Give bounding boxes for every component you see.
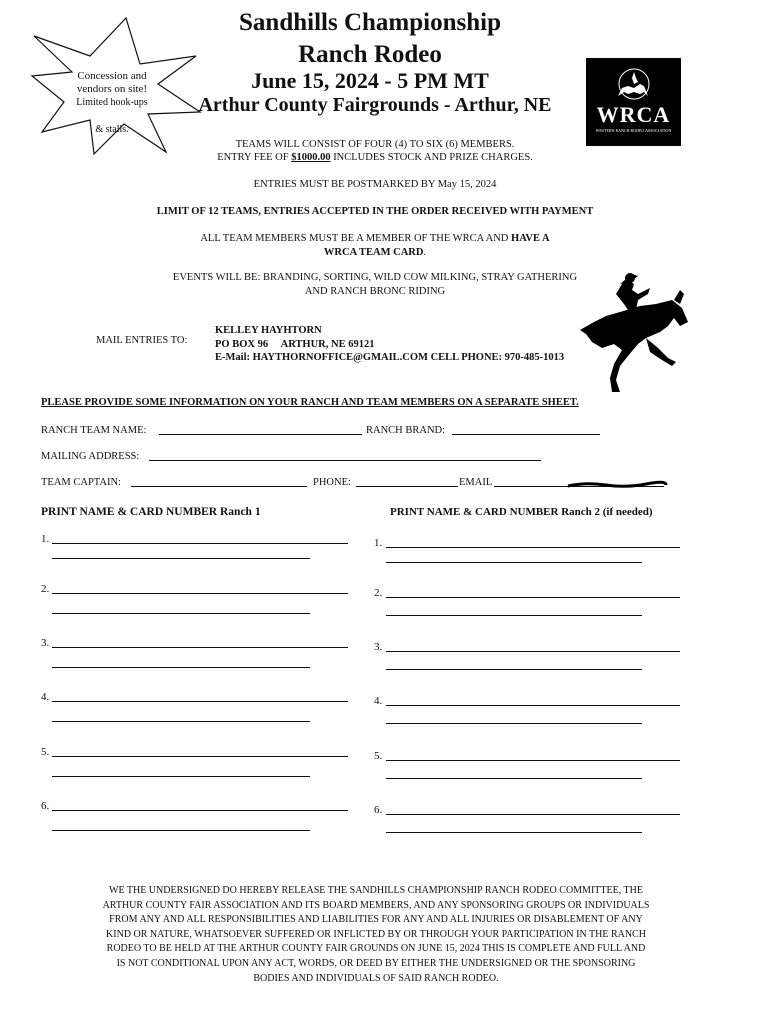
membership-text: ALL TEAM MEMBERS MUST BE A MEMBER OF THE WRCA AND bbox=[200, 233, 512, 244]
waiver-line: ARTHUR COUNTY FAIR ASSOCIATION AND ITS BOARD MEMBERS, AND ANY SPONSORING GROUPS OR INDIVIDUALS bbox=[102, 899, 650, 911]
ranch2-member-4-name[interactable] bbox=[386, 705, 680, 706]
waiver-line: KIND OR NATURE, WHATSOEVER SUFFERED OR INFLICTED BY OR THROUGH YOUR PARTICIPATION IN THE RANCH bbox=[106, 928, 646, 940]
events-list bbox=[130, 271, 620, 299]
teams-info: TEAMS WILL CONSIST OF FOUR (4) TO SIX (6) MEMBERS. bbox=[235, 139, 515, 150]
ranch1-row-number: 3. bbox=[41, 637, 50, 649]
ranch-brand-field[interactable] bbox=[452, 434, 600, 435]
ranch1-row-number: 1. bbox=[41, 533, 50, 545]
bronc-rider-icon bbox=[576, 270, 690, 394]
horse-rider-icon bbox=[604, 66, 664, 104]
ranch1-member-1-name[interactable] bbox=[52, 543, 348, 544]
waiver-line: RODEO TO BE HELD AT THE ARTHUR COUNTY FAIR GROUNDS ON JUNE 15, 2024 THIS IS COMPLETE AND FULL AND bbox=[106, 943, 646, 955]
entry-fee-suffix: INCLUDES STOCK AND PRIZE CHARGES. bbox=[330, 152, 533, 163]
ranch2-member-4-card[interactable] bbox=[386, 723, 642, 724]
ranch2-member-3-card[interactable] bbox=[386, 669, 642, 670]
team-limit: LIMIT OF 12 TEAMS, ENTRIES ACCEPTED IN THE ORDER RECEIVED WITH PAYMENT bbox=[156, 206, 594, 217]
starburst-text bbox=[62, 70, 162, 136]
ranch2-member-3-name[interactable] bbox=[386, 651, 680, 652]
ranch2-member-2-name[interactable] bbox=[386, 597, 680, 598]
ranch1-member-5-card[interactable] bbox=[52, 776, 310, 777]
ranch1-member-3-name[interactable] bbox=[52, 647, 348, 648]
waiver-line: IS NOT CONDITIONAL UPON ANY ACT, WORDS, OR DEED BY EITHER THE UNDERSIGNED OR THE SPONSORING bbox=[116, 957, 636, 969]
ranch2-row-number: 1. bbox=[374, 537, 383, 549]
ranch1-member-2-card[interactable] bbox=[52, 613, 310, 614]
ranch1-member-4-card[interactable] bbox=[52, 721, 310, 722]
mailing-address-field[interactable] bbox=[149, 460, 541, 461]
events-line: EVENTS WILL BE: BRANDING, SORTING, WILD COW MILKING, STRAY GATHERING bbox=[172, 272, 578, 283]
event-title-line2: Ranch Rodeo bbox=[298, 41, 442, 68]
membership-requirement bbox=[150, 232, 600, 260]
team-captain-field[interactable] bbox=[131, 486, 307, 487]
ranch1-member-6-card[interactable] bbox=[52, 830, 310, 831]
mail-contact: E-Mail: HAYTHORNOFFICE@GMAIL.COM CELL PHONE: 970-485-1013 bbox=[215, 352, 565, 363]
ranch2-row-number: 6. bbox=[374, 804, 383, 816]
ranch2-row-number: 2. bbox=[374, 587, 383, 599]
waiver-line: BODIES AND INDIVIDUALS OF SAID RANCH RODEO. bbox=[253, 972, 499, 984]
membership-card: WRCA TEAM CARD bbox=[323, 247, 424, 258]
ranch1-member-3-card[interactable] bbox=[52, 667, 310, 668]
event-venue: Arthur County Fairgrounds - Arthur, NE bbox=[198, 94, 552, 116]
ranch2-row-number: 3. bbox=[374, 641, 383, 653]
ranch2-member-6-card[interactable] bbox=[386, 832, 642, 833]
logo-subtext: WESTERN RANCH RODEO ASSOCIATION bbox=[595, 128, 672, 133]
membership-period: . bbox=[423, 247, 427, 258]
phone-label: PHONE: bbox=[313, 477, 351, 488]
ranch-brand-label: RANCH BRAND: bbox=[366, 425, 446, 436]
team-captain-label: TEAM CAPTAIN: bbox=[41, 477, 121, 488]
mail-label: MAIL ENTRIES TO: bbox=[96, 335, 188, 346]
postmark-deadline: ENTRIES MUST BE POSTMARKED BY May 15, 2024 bbox=[253, 179, 497, 190]
ranch1-member-6-name[interactable] bbox=[52, 810, 348, 811]
mailing-address-label: MAILING ADDRESS: bbox=[41, 451, 140, 462]
starburst-line: vendors on site! bbox=[76, 83, 148, 95]
ranch2-member-1-card[interactable] bbox=[386, 562, 642, 563]
membership-bold: HAVE A bbox=[511, 233, 550, 244]
ranch1-member-5-name[interactable] bbox=[52, 756, 348, 757]
event-date: June 15, 2024 - 5 PM MT bbox=[251, 68, 489, 93]
ranch2-heading: PRINT NAME & CARD NUMBER Ranch 2 (if needed) bbox=[390, 506, 653, 518]
ranch1-row-number: 4. bbox=[41, 691, 50, 703]
ranch2-row-number: 5. bbox=[374, 750, 383, 762]
wrca-logo bbox=[586, 58, 681, 146]
entry-fee-prefix: ENTRY FEE OF bbox=[217, 152, 292, 163]
ranch-team-name-label: RANCH TEAM NAME: bbox=[41, 425, 147, 436]
ranch1-row-number: 5. bbox=[41, 746, 50, 758]
ranch2-member-6-name[interactable] bbox=[386, 814, 680, 815]
waiver-line: WE THE UNDERSIGNED DO HEREBY RELEASE THE SANDHILLS CHAMPIONSHIP RANCH RODEO COMMITTEE, THE bbox=[109, 885, 643, 896]
starburst-line: Limited hook-ups bbox=[76, 97, 148, 108]
ranch1-member-2-name[interactable] bbox=[52, 593, 348, 594]
mail-address: PO BOX 96 ARTHUR, NE 69121 bbox=[215, 339, 375, 350]
ranch1-row-number: 2. bbox=[41, 583, 50, 595]
email-label: EMAIL bbox=[459, 477, 493, 488]
ranch2-row-number: 4. bbox=[374, 695, 383, 707]
mail-name: KELLEY HAYHTORN bbox=[215, 325, 322, 336]
ranch1-row-number: 6. bbox=[41, 800, 50, 812]
phone-field[interactable] bbox=[356, 486, 458, 487]
liability-waiver bbox=[56, 884, 696, 986]
entry-fee-amount: $1000.00 bbox=[291, 152, 331, 163]
starburst-line: & stalls. bbox=[95, 124, 129, 135]
starburst-line: Concession and bbox=[77, 70, 147, 82]
ranch1-member-4-name[interactable] bbox=[52, 701, 348, 702]
scribble-mark bbox=[566, 480, 668, 490]
form-instructions: PLEASE PROVIDE SOME INFORMATION ON YOUR RANCH AND TEAM MEMBERS ON A SEPARATE SHEET. bbox=[41, 397, 579, 408]
ranch2-member-2-card[interactable] bbox=[386, 615, 642, 616]
event-title-line1: Sandhills Championship bbox=[239, 9, 501, 36]
ranch1-member-1-card[interactable] bbox=[52, 558, 310, 559]
ranch2-member-1-name[interactable] bbox=[386, 547, 680, 548]
ranch1-heading: PRINT NAME & CARD NUMBER Ranch 1 bbox=[41, 506, 261, 518]
ranch2-member-5-name[interactable] bbox=[386, 760, 680, 761]
ranch2-member-5-card[interactable] bbox=[386, 778, 642, 779]
logo-text: WRCA bbox=[596, 102, 671, 127]
ranch-team-name-field[interactable] bbox=[159, 434, 362, 435]
waiver-line: FROM ANY AND ALL RESPONSIBILITIES AND LIABILITIES FOR ANY AND ALL INJURIES OR DISABLEMENT OF ANY bbox=[109, 914, 643, 926]
entry-fee-info bbox=[150, 151, 600, 165]
events-line: AND RANCH BRONC RIDING bbox=[304, 286, 446, 297]
